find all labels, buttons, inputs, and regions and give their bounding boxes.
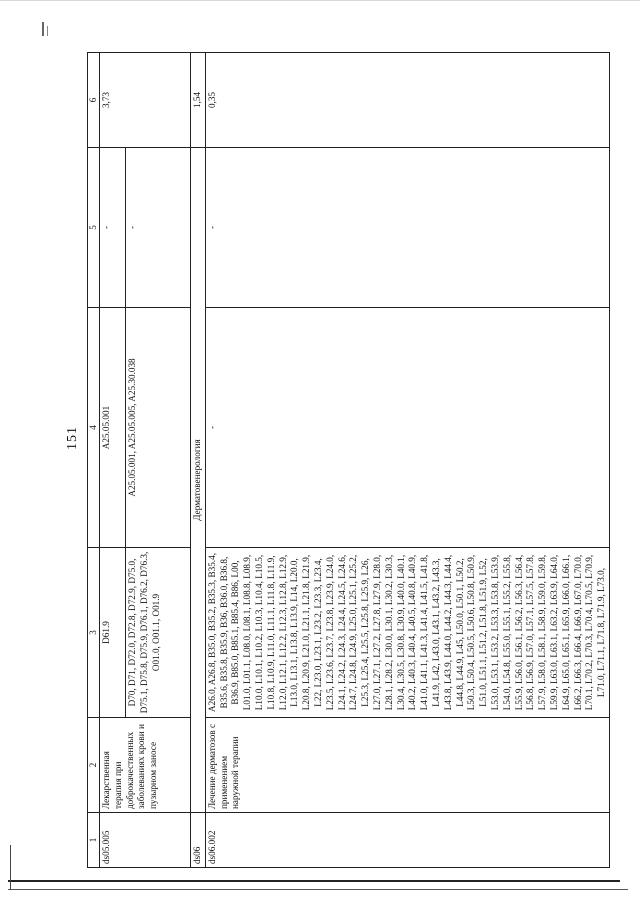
scan-artifact-mark [42, 22, 44, 36]
section-title: Дерматовенерология [191, 148, 206, 813]
header-cell: 6 [88, 53, 100, 148]
section-coefficient: 1,54 [191, 53, 206, 148]
rotated-document-page [65, 28, 607, 868]
table-header-row [88, 53, 100, 868]
service-codes: - [205, 308, 609, 548]
header-cell: 5 [88, 148, 100, 308]
scan-edge-bottom [8, 880, 620, 882]
scan-edge-left [10, 845, 11, 890]
section-code: ds06 [191, 813, 206, 868]
scan-artifact-mark [47, 26, 48, 36]
scan-edge-bottom [8, 889, 628, 890]
header-cell: 3 [88, 548, 100, 718]
row-code: ds05.005 [100, 813, 191, 868]
section-row [191, 53, 206, 868]
diagnosis-codes: A26.0, A26.8, B35.0, B35.2, B35.3, B35.4, B35.6, B35.8, B35.9, B36, B36.0, B36.8, B36.9, B85.0, B85.1, B85.4, B86, L00, L01.0, L01.1, L08.0, L08.1, L08.8, L08.9, L10.0, L10.1, L10.2, L10.3, L10.4, L10.5, L10.8, L10.9, L11.0, L11.1, L11.8, L11.9, L12.0, L12.1, L12.2, L12.3, L12.8, L12.9, L13.0, L13.1, L13.8, L13.9, L14, L20.0, L20.8, L20.9, L21.0, L21.1, L21.8, L21.9, L22, L23.0, L23.1, L23.2, L23.3, L23.4, L23.5, L23.6, L23.7, L23.8, L23.9, L24.0, L24.1, L24.2, L24.3, L24.4, L24.5, L24.6, L24.7, L24.8, L24.9, L25.0, L25.1, L25.2, L25.3, L25.4, L25.5, L25.8, L25.9, L26, L27.0, L27.1, L27.2, L27.8, L27.9, L28.0, L28.1, L28.2, L30.0, L30.1, L30.2, L30.3, L30.4, L30.5, L30.8, L30.9, L40.0, L40.1, L40.2, L40.3, L40.4, L40.5, L40.8, L40.9, L41.0, L41.1, L41.3, L41.4, L41.5, L41.8, L41.9, L42, L43.0, L43.1, L43.2, L43.3, L43.8, L43.9, L44.0, L44.2, L44.3, L44.4, L44.8, L44.9, L45, L50.0, L50.1, L50.2, L50.3, L50.4, L50.5, L50.6, L50.8, L50.9, L51.0, L51.1, L51.2, L51.8, L51.9, L52, L53.0, L53.1, L53.2, L53.3, L53.8, L53.9, L54.0, L54.8, L55.0, L55.1, L55.2, L55.8, L55.9, L56.0, L56.1, L56.2, L56.3, L56.4, L56.8, L56.9, L57.0, L57.1, L57.5, L57.8, L57.9, L58.0, L58.1, L58.9, L59.0, L59.8, L59.9, L63.0, L63.1, L63.2, L63.9, L64.0, L64.9, L65.0, L65.1, L65.9, L66.0, L66.1, L66.2, L66.3, L66.4, L66.9, L67.0, L70.0, L70.1, L70.2, L70.3, L70.4, L70.5, L70.9, L71.0, L71.1, L71.8, L71.9, L73.0, [205, 548, 609, 718]
row-name: Лечение дерматозов с применением наружной терапии [205, 718, 609, 813]
table-row [205, 53, 609, 868]
column-5-value: - [205, 148, 609, 308]
coefficient-value: 3,73 [100, 53, 191, 148]
header-cell: 4 [88, 308, 100, 548]
table-row [100, 53, 126, 868]
row-name: Лекарственная терапия при доброкачественных заболеваниях крови и пузырном заносе [100, 718, 191, 813]
page-number: 151 [65, 426, 80, 450]
service-codes: A25.05.001 [100, 308, 126, 548]
column-5-value: - [126, 148, 191, 308]
scan-edge-top [0, 0, 640, 1]
service-codes: A25.05.001, A25.05.005, A25.30.038 [126, 308, 191, 548]
coefficient-value: 0,35 [205, 53, 609, 148]
diagnosis-codes: D70, D71, D72.0, D72.8, D72.9, D75.0, D75.1, D75.8, D75.9, D76.1, D76.2, D76.3, O01.0, O01.1, O01.9 [126, 548, 191, 718]
header-cell: 1 [88, 813, 100, 868]
row-code: ds06.002 [205, 813, 609, 868]
diagnosis-codes: D61.9 [100, 548, 126, 718]
column-5-value: - [100, 148, 126, 308]
header-cell: 2 [88, 718, 100, 813]
tariff-table [87, 52, 610, 868]
